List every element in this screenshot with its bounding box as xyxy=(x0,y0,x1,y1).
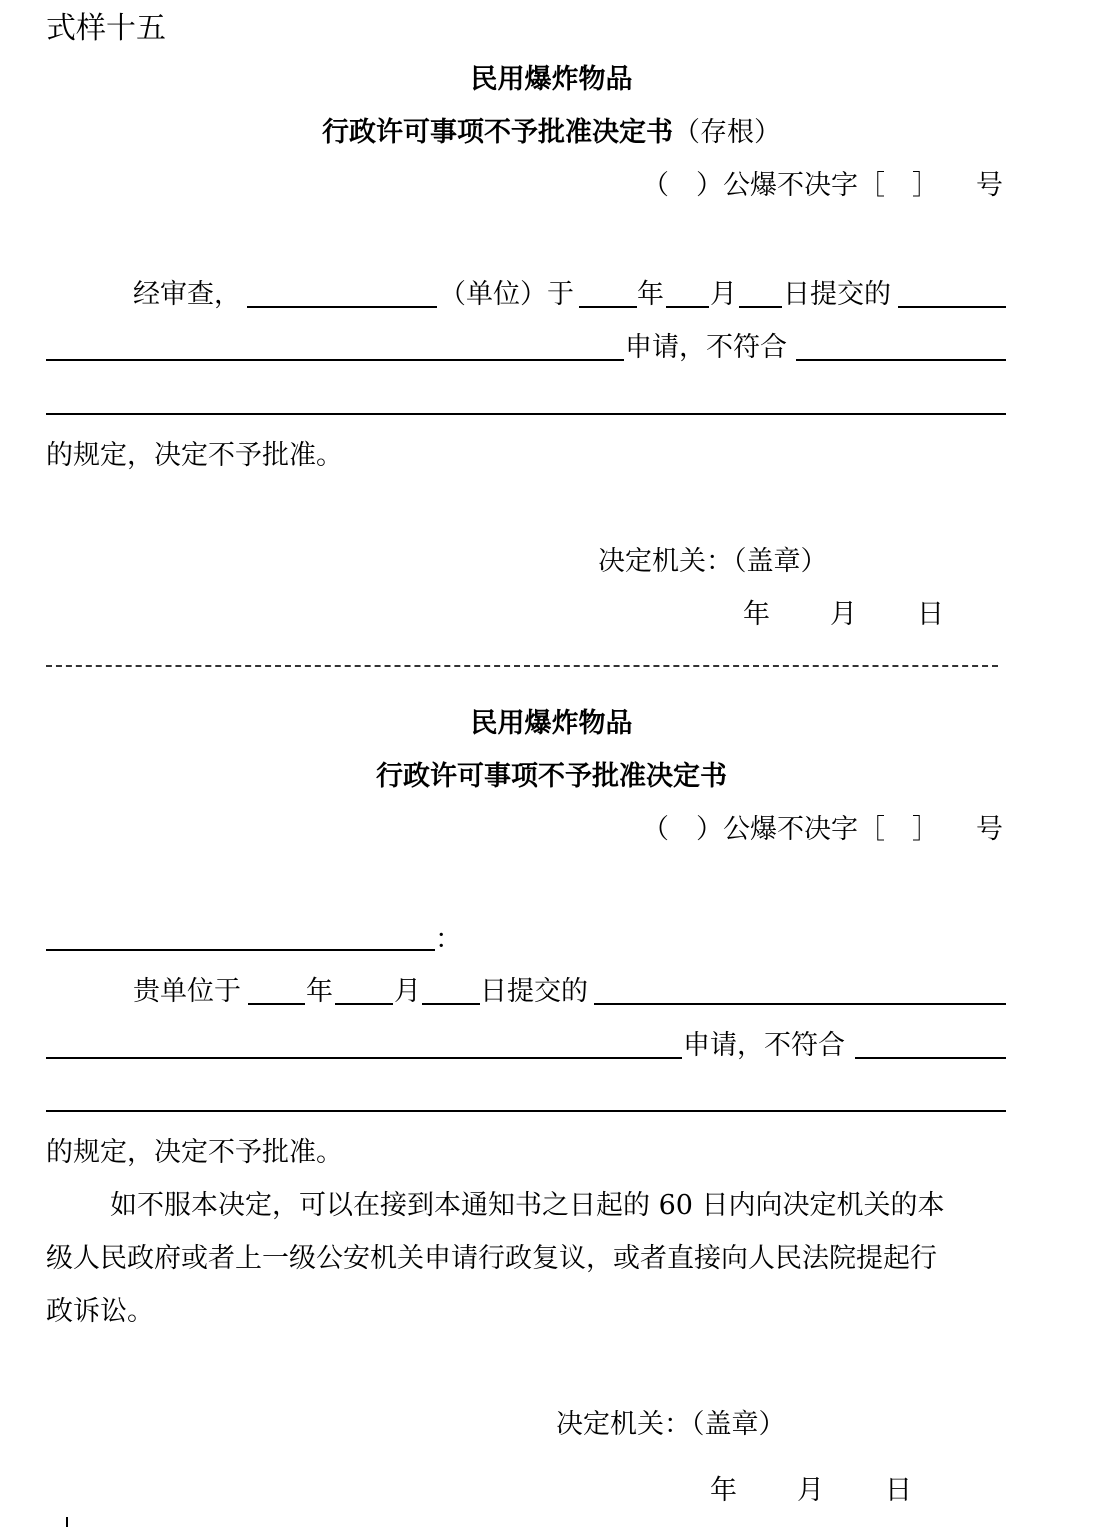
stub-text-apply-not-comply: 申请，不符合 xyxy=(625,332,787,363)
notice-title-line2: 行政许可事项不予批准决定书 xyxy=(376,761,727,792)
stub-title-suffix: （存根） xyxy=(673,117,781,148)
stub-blank-unit[interactable] xyxy=(247,306,437,308)
stub-blank-day[interactable] xyxy=(739,306,782,308)
notice-text-apply-not-comply: 申请，不符合 xyxy=(683,1030,845,1061)
notice-blank-regulation-a[interactable] xyxy=(855,1057,1006,1059)
notice-blank-month[interactable] xyxy=(335,1003,393,1005)
stub-number-suffix: 号 xyxy=(976,170,1003,201)
notice-blank-regulation-b[interactable] xyxy=(46,1110,1006,1112)
notice-number-prefix: （ ）公爆不决字［ ］ xyxy=(642,814,939,845)
stub-blank-item-a[interactable] xyxy=(898,306,1006,308)
stub-title-line1: 民用爆炸物品 xyxy=(470,64,633,95)
notice-date-year: 年 xyxy=(710,1475,737,1506)
stub-title-line2-wrap xyxy=(0,119,1103,146)
stub-blank-year[interactable] xyxy=(579,306,637,308)
stub-title-line2: 行政许可事项不予批准决定书 xyxy=(322,117,673,148)
form-label: 式样十五 xyxy=(46,11,166,46)
stub-date-month: 月 xyxy=(830,599,857,630)
notice-blank-day[interactable] xyxy=(422,1003,480,1005)
stub-blank-regulation-b[interactable] xyxy=(46,413,1006,415)
stub-authority: 决定机关：（盖章） xyxy=(598,546,828,577)
notice-text-intro: 贵单位于 xyxy=(133,976,241,1007)
stub-blank-month[interactable] xyxy=(666,306,709,308)
stub-date-year: 年 xyxy=(743,599,770,630)
stub-text-intro: 经审查， xyxy=(133,279,241,310)
paragraph-mark xyxy=(66,1517,68,1527)
stub-number-prefix: （ ）公爆不决字［ ］ xyxy=(642,170,939,201)
stub-conclusion: 的规定，决定不予批准。 xyxy=(46,440,343,471)
notice-text-day-submitted: 日提交的 xyxy=(480,976,588,1007)
notice-text-year: 年 xyxy=(306,976,333,1007)
notice-appeal-line2: 级人民政府或者上一级公安机关申请行政复议，或者直接向人民法院提起行 xyxy=(46,1243,937,1274)
notice-blank-item-b[interactable] xyxy=(46,1057,682,1059)
notice-appeal-line3: 政诉讼。 xyxy=(46,1296,154,1327)
notice-text-month: 月 xyxy=(394,976,421,1007)
stub-text-month: 月 xyxy=(710,279,737,310)
stub-blank-regulation-a[interactable] xyxy=(796,359,1006,361)
notice-date-month: 月 xyxy=(797,1475,824,1506)
notice-number-suffix: 号 xyxy=(976,814,1003,845)
notice-text-colon: ： xyxy=(435,924,462,955)
notice-blank-addressee[interactable] xyxy=(46,949,435,951)
cut-line-divider xyxy=(46,665,998,667)
notice-appeal-line1: 如不服本决定，可以在接到本通知书之日起的 60 日内向决定机关的本 xyxy=(110,1190,945,1221)
notice-authority: 决定机关：（盖章） xyxy=(556,1409,786,1440)
notice-conclusion: 的规定，决定不予批准。 xyxy=(46,1137,343,1168)
notice-blank-item-a[interactable] xyxy=(594,1003,1006,1005)
stub-text-unit: （单位）于 xyxy=(439,279,574,310)
stub-date-day: 日 xyxy=(917,599,944,630)
stub-blank-item-b[interactable] xyxy=(46,359,624,361)
notice-title-line1: 民用爆炸物品 xyxy=(470,708,633,739)
notice-blank-year[interactable] xyxy=(248,1003,305,1005)
stub-text-day-submitted: 日提交的 xyxy=(783,279,891,310)
notice-date-day: 日 xyxy=(885,1475,912,1506)
stub-text-year: 年 xyxy=(637,279,664,310)
